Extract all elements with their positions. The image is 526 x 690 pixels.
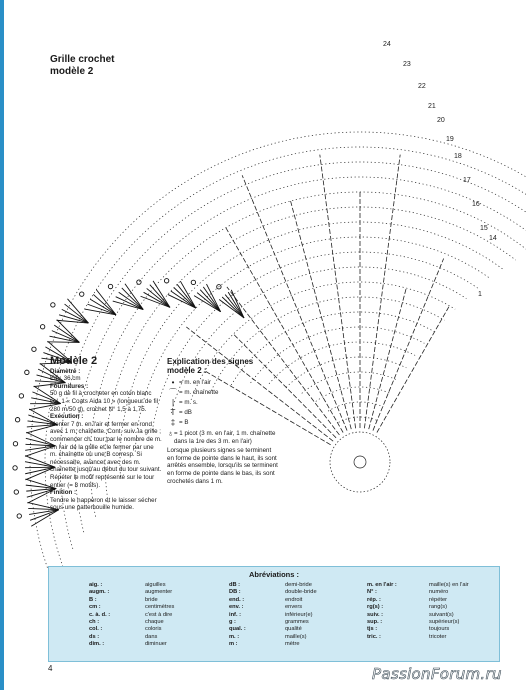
abbreviation-meaning: qualité	[285, 626, 302, 633]
legend-row	[167, 378, 279, 388]
abbreviation-meaning: diminuer	[145, 641, 167, 648]
abbreviation-key: m :	[229, 641, 238, 648]
abbreviation-row	[89, 634, 174, 641]
abbreviation-row	[229, 597, 317, 604]
abbreviation-key: tric. :	[367, 633, 381, 640]
symbols-legend	[167, 357, 279, 485]
abbreviation-row	[367, 589, 469, 596]
spoke-line	[291, 201, 352, 429]
abbreviation-meaning: grammes	[285, 618, 309, 625]
finishing-block	[50, 489, 162, 512]
finishing-label: Finition :	[50, 489, 77, 497]
abbreviation-meaning: double-bride	[285, 589, 317, 596]
abbreviation-meaning: toujours	[429, 626, 450, 633]
abbreviation-row	[229, 619, 317, 626]
abbreviation-meaning: mètre	[285, 641, 300, 648]
abbreviation-row	[367, 634, 469, 641]
picot-mark	[13, 442, 17, 446]
fan-stroke	[144, 292, 170, 307]
execution-block	[50, 413, 162, 489]
abbreviation-row	[367, 612, 469, 619]
page-number: 4	[48, 664, 53, 673]
half-double-crochet-icon: T	[170, 408, 176, 418]
fan-stroke	[65, 304, 89, 323]
round-number-labels	[383, 41, 497, 298]
legend-text: = dB	[179, 409, 192, 417]
abbreviation-key: dim. :	[89, 641, 105, 648]
abbreviation-key: m. :	[229, 633, 240, 640]
picot-mark	[137, 280, 141, 284]
round-number: 23	[403, 61, 411, 68]
round-number: 22	[418, 83, 426, 90]
abbreviation-key: c. à. d. :	[89, 611, 111, 618]
abbreviation-row	[89, 612, 174, 619]
abbreviation-row	[89, 597, 174, 604]
abbreviation-key: end. :	[229, 596, 245, 603]
round-number: 18	[454, 153, 462, 160]
abbreviation-key: col. :	[89, 626, 103, 633]
round-number: 15	[480, 225, 488, 232]
center-ring-inner	[354, 456, 366, 468]
model-2-section	[50, 355, 162, 512]
abbreviation-meaning: maille(s) en l'air	[429, 582, 469, 588]
abbreviation-key: ds :	[89, 633, 100, 640]
fan-stroke	[119, 292, 144, 309]
execution-label: Exécution :	[50, 413, 84, 421]
abbreviation-key: cm :	[89, 604, 101, 611]
abbreviation-row	[229, 604, 317, 611]
diameter-value: Env. 36 cm	[50, 375, 81, 383]
abbreviation-row	[229, 589, 317, 596]
round-number: 14	[489, 235, 497, 242]
abbreviation-meaning: rang(s)	[429, 604, 448, 611]
spoke-line	[377, 306, 450, 433]
watermark-logo: PassionForum.ru	[372, 665, 502, 683]
round-number: 21	[428, 103, 436, 110]
fan-stroke	[177, 284, 196, 308]
legend-text: = m. chaînette	[179, 389, 219, 397]
round-number: 16	[472, 201, 480, 208]
round-number: 20	[437, 117, 445, 124]
abbreviation-row	[367, 619, 469, 626]
abbreviation-row	[367, 597, 469, 604]
abbreviation-meaning: chaque	[145, 618, 164, 625]
supplies-value: 50 g de fil à crocheter en coton blanc col. 1 « Coats Aida 10 » (longueur de fil 280 m/50 g), crochet N° 1,5 à 1,75.	[50, 390, 159, 413]
abbreviation-key: suiv. :	[367, 611, 384, 618]
round-number: 17	[463, 177, 471, 184]
abbreviation-row	[367, 604, 469, 611]
fan-stroke	[174, 288, 196, 309]
abbreviation-meaning: tricoter	[429, 633, 447, 640]
abbreviation-meaning: endroit	[285, 596, 303, 603]
abbreviation-row	[229, 626, 317, 633]
abbreviations-box	[48, 566, 500, 662]
abbreviation-row	[89, 626, 174, 633]
abbreviation-meaning: maille(s)	[285, 633, 307, 640]
double-crochet-icon: ‡	[170, 418, 176, 428]
picot-mark	[40, 325, 44, 329]
chain-stitch-icon: •	[171, 378, 175, 388]
round-number: 24	[383, 41, 391, 48]
picot-mark	[164, 279, 168, 283]
abbreviation-row	[89, 582, 174, 589]
abbreviation-row	[367, 626, 469, 633]
abbreviation-row	[89, 604, 174, 611]
abbreviation-key: rép. :	[367, 596, 381, 603]
abbreviation-meaning: c'est à dire	[145, 611, 173, 618]
abbreviation-meaning: supérieur(s)	[429, 618, 460, 625]
abbreviation-key: aig. :	[89, 582, 103, 588]
fan-stroke	[67, 299, 88, 323]
abbreviation-key: ch :	[89, 618, 100, 625]
abbreviation-row	[229, 582, 317, 589]
abbreviation-key: B :	[89, 596, 97, 603]
spoke-line	[373, 259, 444, 431]
abbreviation-meaning: suivant(s)	[429, 611, 454, 618]
round-arc	[269, 342, 415, 384]
fan-stroke	[171, 291, 196, 308]
picot-mark	[51, 303, 55, 307]
abbreviation-meaning: demi-bride	[285, 582, 312, 588]
supplies-label: Fournitures :	[50, 382, 89, 390]
diameter-block	[50, 368, 162, 383]
abbreviation-key: augm. :	[89, 589, 110, 596]
legend-text: = m. en l'air	[179, 379, 211, 387]
chart-title-line-1: Grille crochet	[50, 54, 115, 65]
abbreviation-row	[89, 641, 174, 648]
abbreviation-key: tjs :	[367, 626, 378, 633]
abbreviation-meaning: coloris	[145, 626, 162, 633]
abbreviations-column-1	[89, 582, 174, 649]
spoke-line	[369, 288, 407, 429]
legend-row	[167, 408, 279, 418]
abbreviation-key: m. en l'air :	[367, 582, 397, 588]
abbreviation-row	[229, 634, 317, 641]
abbreviation-row	[89, 619, 174, 626]
abbreviation-meaning: centimètres	[145, 604, 175, 611]
abbreviation-key: g :	[229, 618, 236, 625]
legend-row	[167, 430, 279, 445]
legend-text: = m. s.	[179, 399, 198, 407]
abbreviation-key: qual. :	[229, 626, 246, 633]
picot-mark	[32, 347, 36, 351]
picot-text: = 1 picot (3 m. en l'air, 1 m. chaînette dans la 1re des 3 m. en l'air)	[173, 430, 276, 445]
single-crochet-icon: |	[171, 398, 175, 408]
diameter-label: Diamètre :	[50, 367, 81, 375]
abbreviation-meaning: bride	[145, 596, 158, 603]
picot-mark	[14, 490, 18, 494]
picot-mark	[17, 514, 21, 518]
spoke-line	[364, 155, 400, 429]
abbreviation-row	[367, 582, 469, 589]
slip-stitch-icon: ⌒	[169, 388, 177, 398]
center-ring	[330, 432, 390, 492]
abbreviation-key: DB :	[229, 589, 241, 596]
round-arc	[316, 387, 391, 401]
round-number: 1	[478, 291, 482, 298]
model-heading: Modèle 2	[50, 355, 98, 367]
fan-stroke	[57, 320, 80, 343]
picot-mark	[13, 466, 17, 470]
abbreviations-column-2	[229, 582, 317, 649]
abbreviation-meaning: augmenter	[145, 589, 173, 596]
round-number: 19	[446, 136, 454, 143]
legend-row	[167, 398, 279, 408]
finishing-value: Tendre le napperon et le laisser sécher sous une pattemouille humide.	[50, 496, 157, 512]
abbreviations-title: Abréviations :	[248, 570, 299, 579]
legend-row	[167, 388, 279, 398]
abbreviation-key: rg(s) :	[367, 604, 384, 611]
picot-mark	[25, 370, 29, 374]
chart-title-line-2: modèle 2	[50, 66, 94, 77]
abbreviation-meaning: dans	[145, 633, 158, 640]
abbreviation-meaning: inférieur(e)	[285, 611, 313, 618]
abbreviation-key: sup. :	[367, 618, 383, 625]
abbreviation-row	[229, 612, 317, 619]
picot-mark	[108, 284, 112, 288]
supplies-block	[50, 383, 162, 413]
abbreviation-key: dB :	[229, 582, 241, 588]
abbreviation-key: env. :	[229, 604, 244, 611]
abbreviation-key: N° :	[367, 589, 377, 596]
symbols-title: Explication des signes modèle 2 :	[167, 357, 254, 375]
picot-mark	[191, 280, 195, 284]
legend-text: = B	[179, 419, 189, 427]
picot-icon: ♁	[167, 429, 174, 438]
legend-row	[167, 418, 279, 428]
execution-value: Monter 7 m. en l'air et fermer en rond avec 1 m. chaînette. Cont. suiv. la grille ; commencer ch. tour par le nombre de m. en l'air de la grille et le fermer par une m. chaînette ou une B corresp. Si nécessaire, avancer avec des m. chaînette jusqu'au début du tour suivant. Répéter le motif représenté sur le tour entier (= 8 motifs).	[50, 420, 162, 489]
picot-mark	[19, 394, 23, 398]
fan-stroke	[153, 281, 170, 307]
abbreviation-meaning: envers	[285, 604, 303, 611]
round-arc	[286, 357, 406, 387]
abbreviation-row	[89, 589, 174, 596]
legend-note: Lorsque plusieurs signes se terminent en forme de pointe dans le haut, ils sont arrêtés ensemble, lorsqu'ils se terminent en forme de pointe dans le bas, ils sont crochetés dans 1 m.	[167, 447, 278, 485]
abbreviation-meaning: aiguilles	[145, 582, 166, 588]
abbreviation-meaning: numéro	[429, 589, 449, 596]
picot-mark	[15, 417, 19, 421]
fan-stroke	[47, 342, 79, 343]
picot-mark	[80, 292, 84, 296]
abbreviations-column-3	[367, 582, 469, 641]
abbreviation-meaning: répéter	[429, 596, 448, 603]
abbreviation-key: inf. :	[229, 611, 242, 618]
abbreviation-row	[229, 641, 317, 648]
spoke-line	[320, 155, 356, 429]
fan-stroke	[147, 288, 170, 307]
